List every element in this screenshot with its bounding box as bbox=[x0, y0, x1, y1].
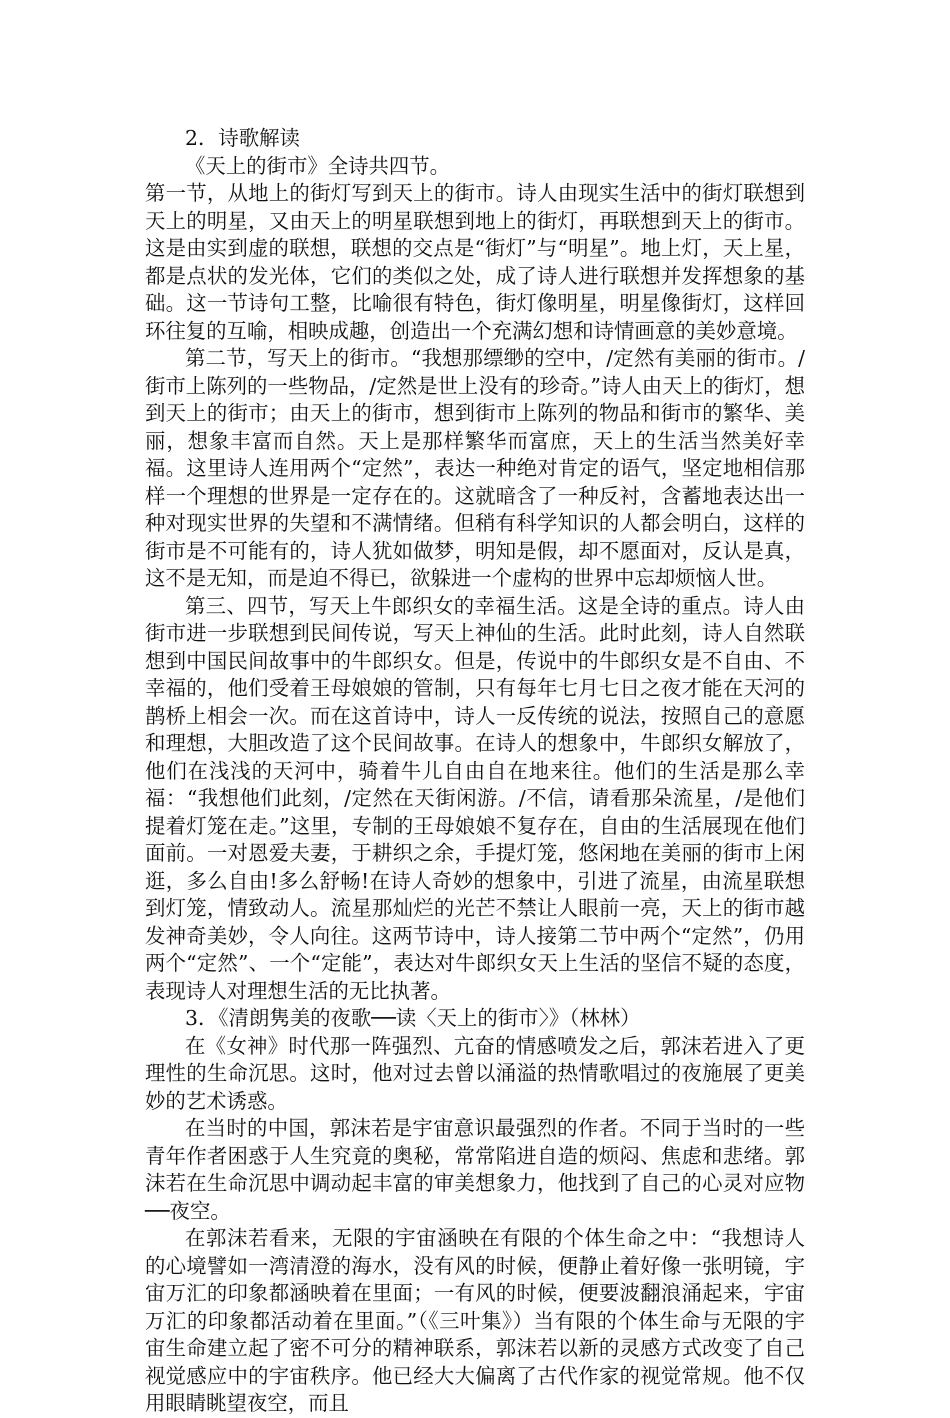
paragraph-stanza-two: 第二节，写天上的街市。“我想那缥缈的空中，/定然有美丽的街市。/街市上陈列的一些物品，/定然是世上没有的珍奇。”诗人由天上的街灯，想到天上的街市；由天上的街市，想到街市上陈列的物品和街市的繁华、美丽，想象丰富而自然。天上是那样繁华而富庶，天上的生活当然美好幸福。这里诗人连用两个“定然”，表达一种绝对肯定的语气，坚定地相信那样一个理想的世界是一定存在的。这就暗含了一种反衬，含蓄地表达出一种对现实世界的失望和不满情绪。但稍有科学知识的人都会明白，这样的街市是不可能有的，诗人犹如做梦，明知是假，却不愿面对，反认是真，这不是无知，而是迫不得已，欲躲进一个虚构的世界中忘却烦恼人世。 bbox=[145, 346, 805, 590]
paragraph-stanza-one: 第一节，从地上的街灯写到天上的街市。诗人由现实生活中的街灯联想到天上的明星，又由天上的明星联想到地上的街灯，再联想到天上的街市。这是由实到虚的联想，联想的交点是“街灯”与“明星”。地上灯，天上星，都是点状的发光体，它们的类似之处，成了诗人进行联想并发挥想象的基础。这一节诗句工整，比喻很有特色，街灯像明星，明星像街灯，这样回环往复的互喻，相映成趣，创造出一个充满幻想和诗情画意的美妙意境。 bbox=[145, 181, 805, 343]
section-heading-essay: 3．《清朗隽美的夜歌──读〈天上的街市〉》（林林） bbox=[185, 1006, 641, 1030]
paragraph-essay-two: 在当时的中国，郭沫若是宇宙意识最强烈的作者。不同于当时的一些青年作者困惑于人生究竟的奥秘，常常陷进自造的烦闷、焦虑和悲绪。郭沫若在生命沉思中调动起丰富的审美想象力，他找到了自己的心灵对应物──夜空。 bbox=[145, 1116, 805, 1223]
paragraph-essay-one: 在《女神》时代那一阵强烈、亢奋的情感喷发之后，郭沫若进入了更理性的生命沉思。这时，他对过去曾以涌溢的热情歌唱过的夜施展了更美妙的艺术诱惑。 bbox=[145, 1033, 805, 1113]
section-heading-poem-interpretation: 2．诗歌解读 bbox=[185, 126, 300, 150]
paragraph-stanza-three-four: 第三、四节，写天上牛郎织女的幸福生活。这是全诗的重点。诗人由街市进一步联想到民间传说，写天上神仙的生活。此时此刻，诗人自然联想到中国民间故事中的牛郎织女。但是，传说中的牛郎织女是不自由、不幸福的，他们受着王母娘娘的管制，只有每年七月七日之夜才能在天河的鹊桥上相会一次。而在这首诗中，诗人一反传统的说法，按照自己的意愿和理想，大胆改造了这个民间故事。在诗人的想象中，牛郎织女解放了，他们在浅浅的天河中，骑着牛儿自由自在地来往。他们的生活是那么幸福：“我想他们此刻，/定然在天街闲游。/不信，请看那朵流星，/是他们提着灯笼在走。”这里，专制的王母娘娘不复存在，自由的生活展现在他们面前。一对恩爱夫妻，于耕织之余，手提灯笼，悠闲地在美丽的街市上闲逛，多么自由!多么舒畅!在诗人奇妙的想象中，引进了流星，由流星联想到灯笼，情致动人。流星那灿烂的光芒不禁让人眼前一亮，天上的街市越发神奇美妙，令人向往。这两节诗中，诗人接第二节中两个“定然”，仍用两个“定然”、一个“定能”，表达对牛郎织女天上生活的坚信不疑的态度，表现诗人对理想生活的无比执著。 bbox=[145, 593, 805, 1003]
document-body bbox=[145, 125, 805, 1418]
section-intro: 《天上的街市》全诗共四节。 bbox=[185, 153, 451, 178]
paragraph-essay-three: 在郭沫若看来，无限的宇宙涵映在有限的个体生命之中：“我想诗人的心境譬如一湾清澄的海水，没有风的时候，便静止着好像一张明镜，宇宙万汇的印象都涵映着在里面；一有风的时候，便要波翻浪涌起来，宇宙万汇的印象都活动着在里面。”（《三叶集》）当有限的个体生命与无限的宇宙生命建立起了密不可分的精神联系，郭沫若以新的灵感方式改变了自己视觉感应中的宇宙秩序。他已经大大偏离了古代作家的视觉常规。他不仅用眼睛眺望夜空，而且 bbox=[145, 1226, 805, 1415]
